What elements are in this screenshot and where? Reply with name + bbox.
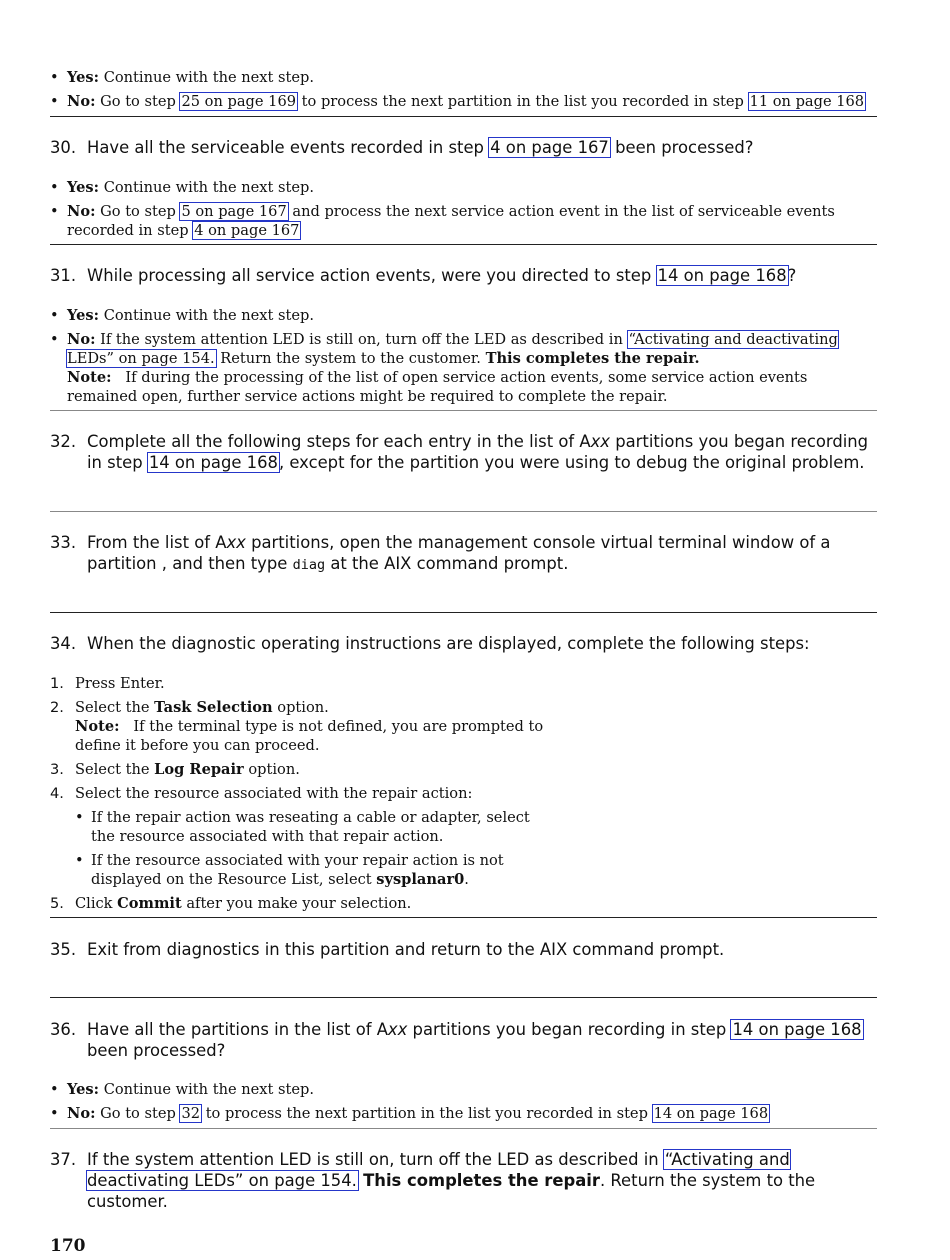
step-text-post: ?	[787, 266, 797, 285]
step-34	[50, 633, 877, 654]
link-step-14[interactable]: 14 on page 168	[148, 453, 278, 472]
step-text-mid: partitions you began recording in step	[87, 432, 869, 472]
step-32	[50, 431, 877, 473]
substep-text: Select the	[75, 699, 150, 716]
step-30	[50, 137, 877, 158]
no-text: Go to step	[100, 1105, 176, 1122]
note-label: Note:	[67, 369, 112, 386]
sub-bullet-text: If the resource associated with your repair action is not displayed on the Resource List, select	[91, 852, 504, 888]
substep-text: Press Enter.	[75, 675, 165, 692]
completes-repair-text: This completes the repair.	[485, 350, 700, 367]
step-number: 30.	[50, 138, 77, 157]
step-37	[50, 1149, 877, 1212]
divider	[50, 917, 877, 918]
note	[75, 717, 545, 755]
completes-repair-text: This completes the repair	[363, 1171, 600, 1190]
step-text: Have all the serviceable events recorded in step	[87, 138, 484, 157]
sub-bullet-sysplanar: • If the resource associated with your repair action is not displayed on the Resource List, select sysplanar0.	[75, 852, 504, 888]
yes-label: Yes:	[67, 1081, 100, 1098]
no-text: If the system attention LED is still on, turn off the LED as described in	[100, 331, 623, 348]
step-text: Have all the partitions in the list of A	[87, 1020, 388, 1039]
step-33	[50, 532, 877, 576]
step-31	[50, 265, 877, 286]
step-text: Complete all the following steps for each entry in the list of A	[87, 432, 591, 451]
sysplanar0: sysplanar0	[376, 871, 465, 888]
step-text: When the diagnostic operating instructions are displayed, complete the following steps:	[87, 634, 810, 653]
step-text-post: , except for the partition you were using to debug the original problem.	[278, 453, 865, 472]
step-text-post: been processed?	[87, 1041, 226, 1060]
step-number: 32.	[50, 432, 77, 451]
step-35	[50, 939, 877, 960]
no-text-mid: to process the next partition in the list you recorded in step	[301, 93, 744, 110]
no-label: No:	[67, 1105, 96, 1122]
yes-label: Yes:	[67, 69, 100, 86]
s30-yes-bullet: • Yes: Continue with the next step.	[50, 179, 314, 196]
substep-2	[50, 698, 877, 755]
substep-number: 3.	[50, 761, 64, 778]
divider	[50, 1128, 877, 1129]
page-number: 170	[50, 1236, 86, 1256]
link-step-4[interactable]: 4 on page 167	[194, 222, 300, 239]
diag-command: diag	[292, 557, 326, 573]
s36-no-bullet: • No: Go to step 32 to process the next partition in the list you recorded in step 14 on page 168	[50, 1105, 769, 1122]
substep-number: 5.	[50, 895, 64, 912]
link-step-14[interactable]: 14 on page 168	[653, 1105, 769, 1122]
commit-option: Commit	[117, 895, 182, 912]
italic-xx: xx	[387, 1020, 408, 1039]
step-text: Exit from diagnostics in this partition and return to the AIX command prompt.	[87, 940, 725, 959]
divider	[50, 612, 877, 613]
substep-1	[50, 674, 877, 693]
divider	[50, 997, 877, 998]
link-step-25[interactable]: 25 on page 169	[181, 93, 297, 110]
no-label: No:	[67, 93, 96, 110]
italic-xx: xx	[226, 533, 246, 552]
link-step-4[interactable]: 4 on page 167	[490, 138, 609, 157]
yes-label: Yes:	[67, 307, 100, 324]
no-text-post: Return the system to the customer.	[220, 350, 481, 367]
s36-yes-bullet: • Yes: Continue with the next step.	[50, 1081, 314, 1098]
task-selection-option: Task Selection	[154, 699, 273, 716]
yes-text: Continue with the next step.	[103, 69, 314, 86]
substep-text-post: after you make your selection.	[186, 895, 412, 912]
step-text-post: been processed?	[615, 138, 754, 157]
s31-yes-bullet: • Yes: Continue with the next step.	[50, 307, 314, 324]
substep-number: 1.	[50, 675, 64, 692]
no-text: Go to step	[100, 203, 176, 220]
link-step-5[interactable]: 5 on page 167	[181, 203, 287, 220]
substep-4	[50, 784, 877, 803]
step-text-mid: partitions, open the management console virtual terminal window of a partition , and then type	[87, 533, 831, 573]
no-label: No:	[67, 203, 96, 220]
no-text-mid: to process the next partition in the list you recorded in step	[205, 1105, 648, 1122]
note-text: If the terminal type is not defined, you are prompted to define it before you can proceed.	[75, 718, 544, 754]
yes-label: Yes:	[67, 179, 100, 196]
link-activating-leds[interactable]: “Activating and deactivating LEDs” on page 154.	[67, 331, 838, 367]
substep-5	[50, 894, 877, 913]
substep-3	[50, 760, 877, 779]
step-number: 33.	[50, 533, 77, 552]
step-text: While processing all service action events, were you directed to step	[87, 266, 652, 285]
divider	[50, 116, 877, 117]
sub-bullet-text-post: .	[464, 871, 469, 888]
document-page	[50, 0, 877, 1260]
sub-bullet-cable: • If the repair action was reseating a cable or adapter, select the resource associated with that repair action.	[75, 808, 535, 846]
substep-text: Select the resource associated with the repair action:	[75, 785, 473, 802]
link-step-32[interactable]: 32	[181, 1105, 201, 1122]
no-text: Go to step	[100, 93, 176, 110]
step-number: 37.	[50, 1150, 77, 1169]
step-number: 36.	[50, 1020, 77, 1039]
divider	[50, 511, 877, 512]
substep-text: Click	[75, 895, 113, 912]
step-text-mid: partitions you began recording in step	[412, 1020, 727, 1039]
substep-text: Select the	[75, 761, 150, 778]
substep-text-post: option.	[277, 699, 329, 716]
step-number: 34.	[50, 634, 77, 653]
link-activating-leds[interactable]: “Activating and deactivating LEDs” on page 154.	[87, 1150, 790, 1190]
sub-bullet-text: If the repair action was reseating a cable or adapter, select the resource associated with that repair action.	[91, 809, 530, 845]
link-step-11[interactable]: 11 on page 168	[749, 93, 865, 110]
yes-text: Continue with the next step.	[103, 1081, 314, 1098]
no-label: No:	[67, 331, 96, 348]
divider	[50, 410, 877, 411]
link-step-14[interactable]: 14 on page 168	[657, 266, 787, 285]
yes-text: Continue with the next step.	[103, 179, 314, 196]
no-text-mid: and process the next service action event in the list of serviceable events recorded in step	[67, 203, 835, 239]
s29-yes-bullet: • Yes: Continue with the next step.	[50, 69, 314, 86]
step-text-post: at the AIX command prompt.	[330, 554, 569, 573]
s30-no-bullet: • No: Go to step 5 on page 167 and process the next service action event in the list of serviceable events recorded in step 4 on page 167	[50, 203, 835, 239]
note	[67, 368, 877, 406]
divider	[50, 244, 877, 245]
log-repair-option: Log Repair	[154, 761, 244, 778]
s29-no-bullet: • No: Go to step 25 on page 169 to process the next partition in the list you recorded in step 11 on page 168	[50, 93, 865, 110]
step-number: 35.	[50, 940, 77, 959]
step-text: If the system attention LED is still on, turn off the LED as described in	[87, 1150, 659, 1169]
s31-no-bullet: • No: If the system attention LED is still on, turn off the LED as described in “Activating and deactivating LEDs” on page 154. Return the system to the customer. This completes the repair. Note: If during the processing of the list of open service action events, some service action events remained open, further service actions might be required to complete the repair.	[50, 330, 877, 406]
step-number: 31.	[50, 266, 77, 285]
italic-xx: xx	[590, 432, 610, 451]
substep-number: 2.	[50, 699, 64, 716]
substep-text-post: option.	[248, 761, 300, 778]
note-label: Note:	[75, 718, 120, 735]
yes-text: Continue with the next step.	[103, 307, 314, 324]
step-36	[50, 1019, 877, 1061]
link-step-14[interactable]: 14 on page 168	[732, 1020, 862, 1039]
note-text: If during the processing of the list of open service action events, some service action events remained open, further service actions might be required to complete the repair.	[67, 369, 808, 405]
step-text: From the list of A	[87, 533, 227, 552]
substep-number: 4.	[50, 785, 64, 802]
step-text-post: . Return the system to the customer.	[87, 1171, 816, 1211]
